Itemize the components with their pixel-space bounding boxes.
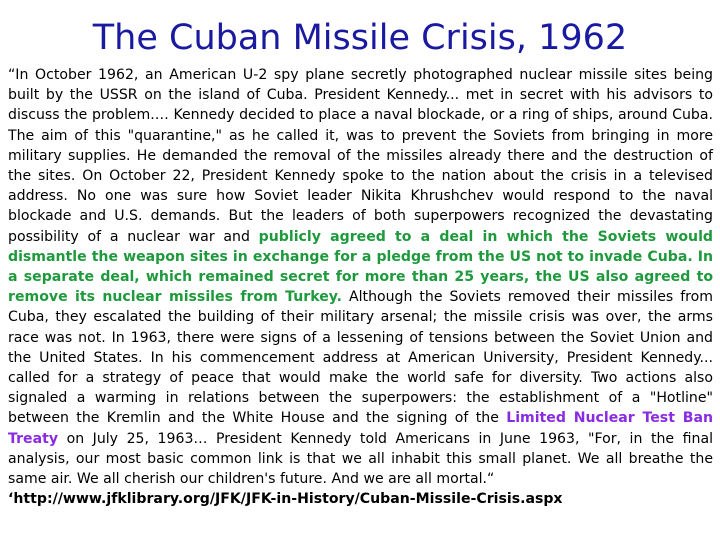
slide-title: The Cuban Missile Crisis, 1962 (92, 18, 628, 58)
quote-text-part1: “In October 1962, an American U-2 spy plane secretly photographed nuclear missile sites being built by the USSR on the island of Cuba. President Kennedy... met in secret with his advisors to discuss the problem.… Kennedy decided to place a naval blockade, or a ring of ships, around Cuba. The aim of this "quarantine," as he called it, was to prevent the Soviets from bringing in more military supplies. He demanded the removal of the missiles already there and the destruction of the sites. On October 22, President Kennedy spoke to the nation about the crisis in a televised address. No one was sure how Soviet leader Nikita Khrushchev would respond to the naval blockade and U.S. demands. But the leaders of both superpowers recognized the devastating possibility of a nuclear war and (8, 67, 713, 245)
quote-text-part3: on July 25, 1963… President Kennedy told Americans in June 1963, "For, in the final analysis, our most basic common link is that we all inhabit this small planet. We all breathe the same air. We all cherish our children's future. And we are all mortal.“ (8, 430, 713, 488)
quote-text-part2: Although the Soviets removed their missiles from Cuba, they escalated the building of their military arsenal; the missile crisis was over, the arms race was not. In 1963, there were signs of a lessening of tensions between the Soviet Union and the United States. In his commencement address at American University, President Kennedy... called for a strategy of peace that would make the world safe for diversity. Two actions also signaled a warming in relations between the superpowers: the establishment of a "Hotline" between the Kremlin and the White House and the signing of the (8, 289, 713, 427)
highlight-deal-text: publicly agreed to a deal in which the Soviets would dismantle the weapon sites in exchange for a pledge from the US not to invade Cuba. In a separate deal, which remained secret for more than 25 years, the US also agreed to remove its nuclear missiles from Turkey. (8, 228, 713, 306)
source-citation: ‘http://www.jfklibrary.org/JFK/JFK-in-History/Cuban-Missile-Crisis.aspx (8, 491, 563, 508)
quote-paragraph (8, 65, 713, 509)
highlight-treaty-text: Limited Nuclear Test Ban Treaty (8, 410, 713, 447)
